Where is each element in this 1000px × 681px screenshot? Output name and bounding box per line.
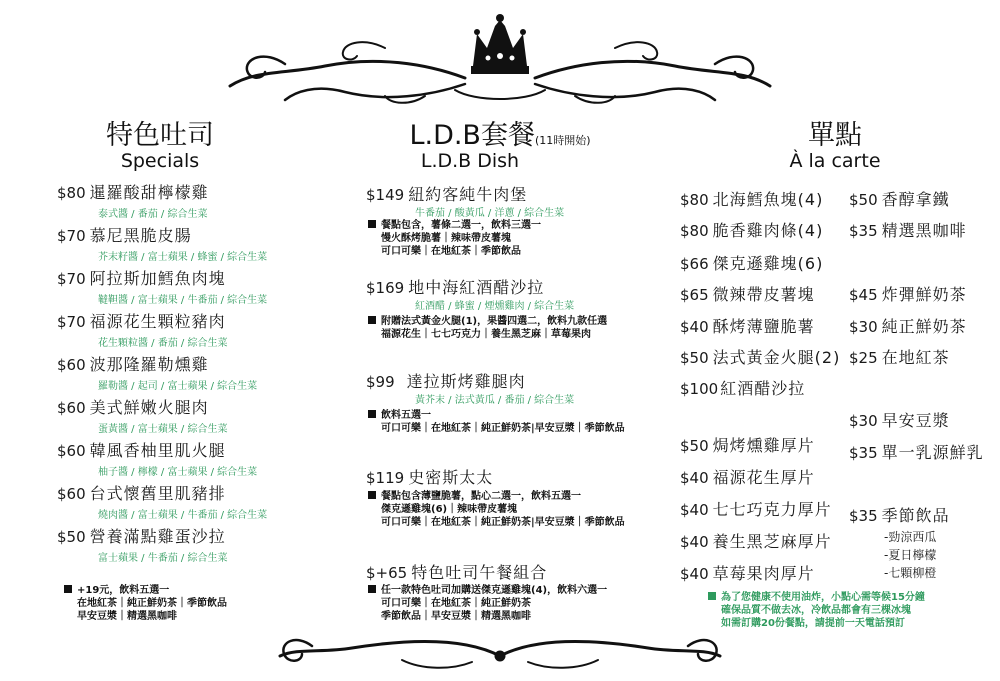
item-name: 紅酒醋沙拉 <box>720 379 806 398</box>
menu-item <box>57 395 209 418</box>
item-name: 阿拉斯加鱈魚肉塊 <box>89 269 226 288</box>
item-name: 炸彈鮮奶茶 <box>881 285 967 304</box>
item-desc: 羅勒醬 / 起司 / 富士蘋果 / 綜合生菜 <box>98 381 258 392</box>
item-price: $60 <box>57 356 86 374</box>
item-desc: 泰式醬 / 番茄 / 綜合生菜 <box>98 209 208 220</box>
menu-item <box>57 352 209 375</box>
menu-item <box>366 275 544 298</box>
alacarte-subtitle: À la carte <box>789 150 881 172</box>
item-name: 香醇拿鐵 <box>881 190 950 209</box>
menu-item <box>849 187 950 210</box>
menu-item <box>366 465 493 488</box>
menu-item <box>680 376 805 399</box>
item-name: 焗烤燻雞厚片 <box>712 436 815 455</box>
item-price: $119 <box>366 469 405 487</box>
item-name: 特色吐司午餐組合 <box>411 563 548 582</box>
item-price: $60 <box>57 485 86 503</box>
menu-item <box>849 218 967 241</box>
note-line: 確保品質不做去冰，冷飲品都會有三棵冰塊 <box>721 605 911 616</box>
crown-icon <box>471 14 529 74</box>
item-price: $65 <box>680 286 709 304</box>
item-price: $60 <box>57 442 86 460</box>
note-line: 季節飲品｜早安豆漿｜精選黑咖啡 <box>381 611 531 622</box>
specials-subtitle: Specials <box>120 150 200 172</box>
menu-item <box>680 529 832 552</box>
note-line: 早安豆漿｜精選黑咖啡 <box>77 611 177 622</box>
menu-item <box>680 433 815 456</box>
note-line: 任一款特色吐司加購送傑克遜雞塊(4)，飲料六選一 <box>381 585 608 596</box>
item-price: $35 <box>849 222 878 240</box>
item-price: $50 <box>680 349 709 367</box>
item-price: $+65 <box>366 564 408 582</box>
item-name: 早安豆漿 <box>881 411 950 430</box>
item-name: 季節飲品 <box>881 506 950 525</box>
item-name: 美式鮮嫩火腿肉 <box>89 398 209 417</box>
season-option: -夏日檸檬 <box>884 548 937 562</box>
item-price: $35 <box>849 507 878 525</box>
item-name: 暹羅酸甜檸檬雞 <box>89 183 209 202</box>
item-note <box>368 219 541 258</box>
menu-item <box>57 266 226 289</box>
specials-drink-note <box>64 584 227 623</box>
item-name: 波那隆羅勒燻雞 <box>89 355 209 374</box>
item-name: 北海鱈魚塊(4) <box>712 190 824 209</box>
menu-item <box>680 345 840 368</box>
item-price: $40 <box>680 501 709 519</box>
note-line: 飲料五選一 <box>381 410 431 421</box>
item-name: 紐約客純牛肉堡 <box>408 185 528 204</box>
scroll-flourish-icon <box>280 640 720 668</box>
menu-item <box>57 223 192 246</box>
item-desc: 牛番茄 / 酸黃瓜 / 洋蔥 / 綜合生菜 <box>415 208 565 219</box>
item-price: $40 <box>680 318 709 336</box>
item-price: $80 <box>680 191 709 209</box>
item-price: $50 <box>57 528 86 546</box>
note-line: 可口可樂｜在地紅茶｜純正鮮奶茶 <box>381 598 531 609</box>
item-name: 脆香雞肉條(4) <box>712 221 824 240</box>
menu-item <box>680 187 823 210</box>
item-desc: 韃靼醬 / 富士蘋果 / 牛番茄 / 綜合生菜 <box>98 295 268 306</box>
menu-item <box>849 408 950 431</box>
top-ornament <box>225 8 775 108</box>
item-name: 單一乳源鮮乳 <box>881 443 984 462</box>
item-desc: 黃芥末 / 法式黃瓜 / 番茄 / 綜合生菜 <box>415 395 575 406</box>
menu-item <box>680 251 823 274</box>
menu-item <box>57 438 226 461</box>
item-name: 福源花生顆粒豬肉 <box>89 312 226 331</box>
item-name: 傑克遜雞塊(6) <box>712 254 824 273</box>
ldb-subtitle: L.D.B Dish <box>420 150 520 172</box>
item-note <box>368 584 607 623</box>
item-desc: 花生顆粒醬 / 番茄 / 綜合生菜 <box>98 338 228 349</box>
item-note <box>368 490 625 529</box>
item-price: $45 <box>849 286 878 304</box>
item-note <box>368 409 625 435</box>
item-price: $80 <box>57 184 86 202</box>
menu-item <box>849 440 984 463</box>
menu-item <box>57 481 226 504</box>
menu-item <box>849 345 950 368</box>
item-name: 精選黑咖啡 <box>881 221 967 240</box>
item-price: $40 <box>680 469 709 487</box>
item-price: $35 <box>849 444 878 462</box>
item-price: $25 <box>849 349 878 367</box>
menu-item <box>849 282 967 305</box>
alacarte-footer-note <box>708 591 925 630</box>
note-line: 餐點包含，薯條二選一，飲料三選一 <box>381 220 541 231</box>
alacarte-title: 單點 <box>808 120 862 151</box>
menu-item <box>680 561 815 584</box>
note-line: 附贈法式黃金火腿(1)，果醬四選二，飲料九款任選 <box>381 316 608 327</box>
menu-item <box>366 560 547 583</box>
item-name: 微辣帶皮薯塊 <box>712 285 815 304</box>
note-line: 在地紅茶｜純正鮮奶茶｜季節飲品 <box>77 598 227 609</box>
note-line: 可口可樂｜在地紅茶｜季節飲品 <box>381 246 521 257</box>
item-name: 福源花生厚片 <box>712 468 815 487</box>
menu-item <box>57 524 226 547</box>
item-name: 史密斯太太 <box>408 468 494 487</box>
item-desc: 燒肉醬 / 富士蘋果 / 牛番茄 / 綜合生菜 <box>98 510 268 521</box>
item-name: 養生黑芝麻厚片 <box>712 532 832 551</box>
note-line: 可口可樂｜在地紅茶｜純正鮮奶茶|早安豆漿｜季節飲品 <box>381 517 625 528</box>
specials-title: 特色吐司 <box>106 120 214 151</box>
item-desc: 紅酒醋 / 蜂蜜 / 煙燻雞肉 / 綜合生菜 <box>415 301 575 312</box>
item-desc: 富士蘋果 / 牛番茄 / 綜合生菜 <box>98 553 228 564</box>
note-line: 慢火酥烤脆薯｜辣味帶皮薯塊 <box>381 233 511 244</box>
item-price: $70 <box>57 313 86 331</box>
menu-item <box>57 180 209 203</box>
item-name: 台式懷舊里肌豬排 <box>89 484 226 503</box>
menu-item <box>680 282 815 305</box>
menu-item <box>366 369 526 392</box>
item-price: $40 <box>680 565 709 583</box>
menu-item <box>849 503 950 526</box>
menu-item <box>680 497 832 520</box>
item-name: 草莓果肉厚片 <box>712 564 815 583</box>
note-line: +19元，飲料五選一 <box>77 585 170 596</box>
menu-item <box>57 309 226 332</box>
item-desc: 柚子醬 / 檸檬 / 富士蘋果 / 綜合生菜 <box>98 467 258 478</box>
bottom-ornament <box>272 626 728 676</box>
item-desc: 芥末籽醬 / 富士蘋果 / 蜂蜜 / 綜合生菜 <box>98 252 268 263</box>
note-line: 可口可樂｜在地紅茶｜純正鮮奶茶|早安豆漿｜季節飲品 <box>381 423 625 434</box>
item-name: 慕尼黑脆皮腸 <box>89 226 192 245</box>
item-name: 韓風香柚里肌火腿 <box>89 441 226 460</box>
ldb-title-text: L.D.B套餐 <box>409 120 535 151</box>
note-line: 如需訂購20份餐點，請提前一天電話預訂 <box>721 618 905 629</box>
item-price: $80 <box>680 222 709 240</box>
menu-item <box>849 314 967 337</box>
menu-item <box>680 218 823 241</box>
note-line: 福源花生｜七七巧克力｜養生黑芝麻｜草莓果肉 <box>381 329 591 340</box>
item-name: 酥烤薄鹽脆薯 <box>712 317 815 336</box>
item-price: $149 <box>366 186 405 204</box>
item-name: 地中海紅酒醋沙拉 <box>408 278 545 297</box>
item-price: $50 <box>849 191 878 209</box>
item-name: 法式黃金火腿(2) <box>712 348 841 367</box>
item-price: $50 <box>680 437 709 455</box>
item-price: $169 <box>366 279 405 297</box>
ldb-title-note: (11時開始) <box>534 134 591 147</box>
item-note <box>368 315 607 341</box>
item-desc: 蛋黃醬 / 富士蘋果 / 綜合生菜 <box>98 424 228 435</box>
item-price: $30 <box>849 318 878 336</box>
menu-item <box>680 465 815 488</box>
note-line: 傑克遜雞塊(6)｜辣味帶皮薯塊 <box>381 504 518 515</box>
item-price: $100 <box>680 380 719 398</box>
item-price: $60 <box>57 399 86 417</box>
item-name: 達拉斯烤雞腿肉 <box>406 372 526 391</box>
item-price: $66 <box>680 255 709 273</box>
item-price: $70 <box>57 270 86 288</box>
item-name: 營養滿點雞蛋沙拉 <box>89 527 226 546</box>
note-line: 為了您健康不使用油炸，小點心需等候15分鐘 <box>721 592 925 603</box>
item-price: $30 <box>849 412 878 430</box>
note-line: 餐點包含薄鹽脆薯，點心二選一，飲料五選一 <box>381 491 581 502</box>
item-price: $40 <box>680 533 709 551</box>
season-option: -勁涼西瓜 <box>884 530 937 544</box>
item-name: 七七巧克力厚片 <box>712 500 832 519</box>
season-option: -七顆柳橙 <box>884 566 937 580</box>
item-name: 在地紅茶 <box>881 348 950 367</box>
item-name: 純正鮮奶茶 <box>881 317 967 336</box>
item-price: $70 <box>57 227 86 245</box>
menu-item <box>366 182 527 205</box>
menu-item <box>680 314 815 337</box>
item-price: $99 <box>366 373 395 391</box>
